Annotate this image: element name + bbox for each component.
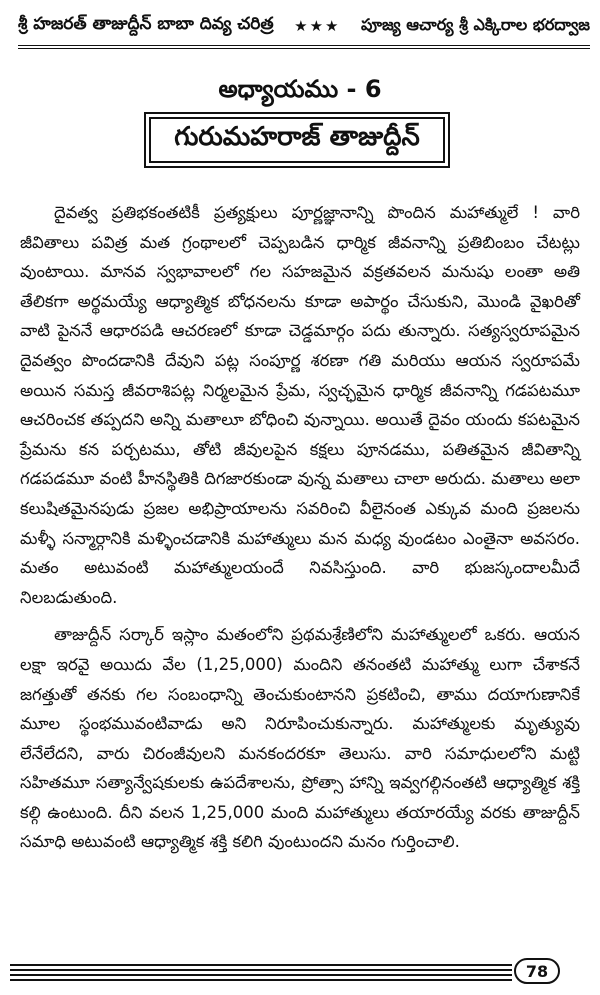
footer-rule bbox=[10, 964, 512, 966]
page-number: 78 bbox=[514, 958, 560, 984]
body-text bbox=[20, 198, 580, 857]
author-name: పూజ్య ఆచార్య శ్రీ ఎక్కిరాల భరద్వాజ bbox=[361, 14, 590, 34]
header-separator-stars: ★★★ bbox=[294, 17, 341, 35]
footer-rule bbox=[10, 969, 512, 971]
chapter-number: అధ్యాయము - 6 bbox=[218, 75, 382, 103]
paragraph-1: దైవత్వ ప్రతిభకంతటికీ ప్రత్యక్షులు పూర్ణజ్ఞానాన్ని పొందిన మహాత్ములే ! వారి జీవితాలు పవిత్ర మత గ్రంథాలలో చెప్పబడిన ధార్మిక జీవనాన్ని ప్రతిబింబం చేటట్లు వుంటాయి. మానవ స్వభావాలలో గల సహజమైన వక్రతవలన మనుషు లంతా అతి తేలికగా అర్థమయ్యే ఆధ్యాత్మిక బోధనలను కూడా అపార్థం చేసుకుని, మొండి వైఖరితో వాటి పైననే ఆధారపడి ఆచరణలో కూడా చెడ్డమార్గం పదు తున్నారు. సత్యస్వరూపమైన దైవత్వం పొందడానికి దేవుని పట్ల సంపూర్ణ శరణా గతి మరియు ఆయన స్వరూపమే అయిన సమస్త జీవరాశిపట్ల నిర్మలమైన ప్రేమ, స్వచ్ఛమైన ధార్మిక జీవనాన్ని గడపటమూ ఆచరించక తప్పదని అన్ని మతాలూ బోధించి వున్నాయి. అయితే దైవం యందు కపటమైన ప్రేమను కన పర్చటము, తోటి జీవులపైన కక్షలు పూనడము, పతితమైన జీవితాన్ని గడపడమూ వంటి హీనస్థితికి దిగజారకుండా వున్న మతాలు చాలా అరుదు. మతాలు అలా కలుషితమైనపుడు ప్రజల అభిప్రాయాలను సవరించి వీలైనంత ఎక్కువ మంది ప్రజలను మళ్ళీ సన్మార్గానికి మళ్ళించడానికి మహాత్ములు మన మధ్య వుండటం ఎంతైనా అవసరం. మతం అటువంటి మహాత్ములయందే నివసిస్తుంది. వారి భుజస్కందాలమీదే నిలబడుతుంది. bbox=[20, 203, 580, 607]
paragraph-2: తాజుద్దీన్ సర్కార్ ఇస్లాం మతంలోని ప్రథమశ్రేణిలోని మహాత్ములలో ఒకరు. ఆయన లక్షా ఇరవై అయిదు వేల (1,25,000) మందిని తనంతటి మహాత్ము లుగా చేశాకనే జగత్తుతో తనకు గల సంబంధాన్ని తెంచుకుంటానని ప్రకటించి, తాము దయాగుణానికే మూల స్థంభమువంటివాడు అని నిరూపించుకున్నారు. మహాత్ములకు మృత్యువు లేనేలేదని, వారు చిరంజీవులని మనకందరకూ తెలుసు. వారి సమాధులలోని మట్టి సహితమూ సత్యాన్వేషకులకు ఉపదేశాలను, ప్రోత్సా హాన్ని ఇవ్వగల్గినంతటి ఆధ్యాత్మిక శక్తి కల్గి ఉంటుంది. దీని వలన 1,25,000 మంది మహాత్ములు తయారయ్యే వరకు తాజుద్దీన్ సమాధి అటువంటి ఆధ్యాత్మిక శక్తి కలిగి వుంటుందని మనం గుర్తించాలి. bbox=[20, 625, 580, 852]
footer-rule bbox=[10, 979, 512, 981]
book-title: శ్రీ హజరత్ తాజుద్దీన్ బాబా దివ్య చరిత్ర bbox=[18, 14, 274, 34]
running-header bbox=[18, 10, 590, 49]
footer-rule bbox=[10, 974, 512, 976]
chapter-title: గురుమహరాజ్ తాజుద్దీన్ bbox=[149, 117, 445, 163]
